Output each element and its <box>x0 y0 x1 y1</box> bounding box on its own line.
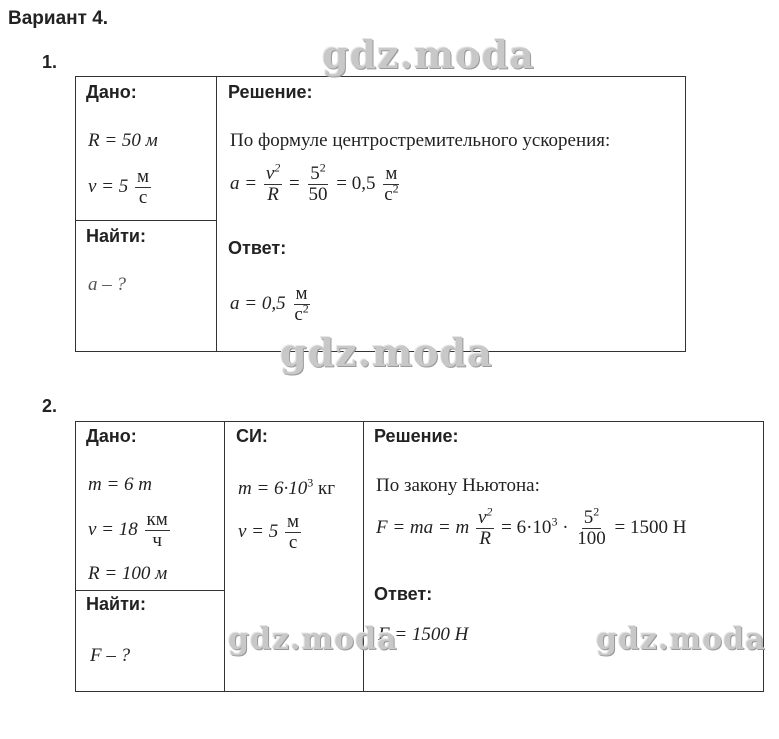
problem-1-divider <box>216 76 217 351</box>
problem-2-divider-si <box>224 421 225 691</box>
problem-2-given-v: v = 18 $\frac{км}{ч}$ <box>88 509 168 551</box>
problem-2-formula: F = ma = m $\frac{v^2}{R}$ = $6\cdot 10^3$ · $\frac{5^2}{100}$ = 1500 Н <box>376 504 687 549</box>
watermark-logo: gdz.moda <box>228 622 398 657</box>
problem-2-solution-text: По закону Ньютона: <box>376 475 540 496</box>
problem-1-find-value: a – ? <box>88 274 126 295</box>
problem-2-find-value: F – ? <box>90 645 131 666</box>
problem-1-given-r: R = 50 м <box>88 130 158 151</box>
problem-1-given-v: v = 5 $\frac{м}{с}$ <box>88 166 150 208</box>
problem-1-answer-label: Ответ: <box>228 238 287 258</box>
problem-1-given-label: Дано: <box>86 82 137 102</box>
problem-2-answer-label: Ответ: <box>374 584 433 604</box>
problem-1-given-divider <box>75 220 217 221</box>
problem-1-solution-text: По формуле центростремительного ускорения: <box>230 130 611 151</box>
problem-2-si-m: $m = 6\cdot 10^3$ кг <box>238 475 336 499</box>
problem-2-given-m: m = 6 т <box>88 474 153 495</box>
watermark-logo: gdz.moda <box>280 330 493 375</box>
problem-1-solution-label: Решение: <box>228 82 313 102</box>
problem-2-number: 2. <box>42 396 58 416</box>
problem-2-given-label: Дано: <box>86 426 137 446</box>
problem-2-find-label: Найти: <box>86 594 146 614</box>
problem-1-table <box>75 76 686 352</box>
watermark-logo: gdz.moda <box>322 32 535 77</box>
problem-2-si-v: v = 5 $\frac{м}{с}$ <box>238 511 300 553</box>
problem-1-formula: a = $\frac{v^2}{R}$ = $\frac{5^2}{50}$ = 0,5 $\frac{м}{с^2}$ <box>230 160 399 205</box>
problem-2-given-divider <box>75 590 225 591</box>
problem-1-number: 1. <box>42 52 58 72</box>
problem-2-answer: F = 1500 Н <box>378 624 469 645</box>
problem-1-answer: a = 0,5 $\frac{м}{с^2}$ <box>230 283 309 325</box>
problem-2-given-r: R = 100 м <box>88 563 168 584</box>
watermark-logo: gdz.moda <box>596 622 766 657</box>
variant-title: Вариант 4. <box>8 8 109 29</box>
problem-2-solution-label: Решение: <box>374 426 459 446</box>
problem-2-si-label: СИ: <box>236 426 268 446</box>
problem-1-find-label: Найти: <box>86 226 146 246</box>
